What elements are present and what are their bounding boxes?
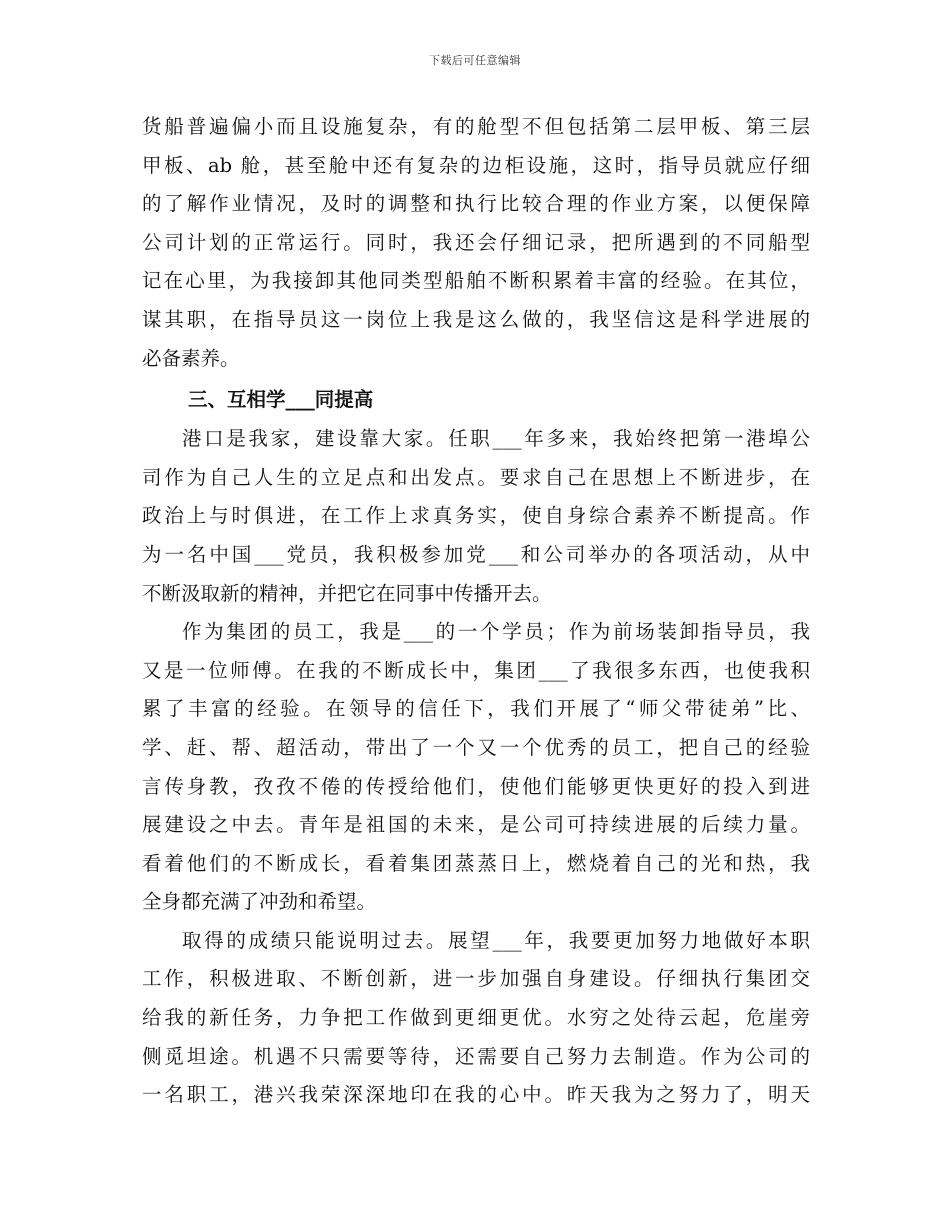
paragraph-4 <box>142 922 810 1115</box>
text-line: 又是一位师傅。在我的不断成长中，集团___了我很多东西，也使我积 <box>142 658 810 682</box>
text-line: 谋其职，在指导员这一岗位上我是这么做的，我坚信这是科学进展的 <box>142 307 810 331</box>
text-line: 侧觅坦途。机遇不只需要等待，还需要自己努力去制造。作为公司的 <box>142 1044 810 1068</box>
text-line: 作为集团的员工，我是___的一个学员；作为前场装卸指导员，我 <box>182 620 810 644</box>
text-line: 给我的新任务，力争把工作做到更细更优。水穷之处待云起，危崖旁 <box>142 1006 810 1030</box>
text-line: 不断汲取新的精神，并把它在同事中传播开去。 <box>142 581 552 605</box>
text-line: 工作，积极进取、不断创新，进一步加强自身建设。仔细执行集团交 <box>142 967 810 991</box>
text-line: 一名职工，港兴我荣深深地印在我的心中。昨天我为之努力了，明天 <box>142 1083 810 1107</box>
text-line: 看着他们的不断成长，看着集团蒸蒸日上，燃烧着自己的光和热，我 <box>142 851 810 875</box>
text-line: 货船普遍偏小而且设施复杂，有的舱型不但包括第二层甲板、第三层 <box>142 115 810 138</box>
section-heading: 三、互相学___同提高 <box>188 388 374 412</box>
paragraph-1 <box>142 108 810 378</box>
paragraph-3 <box>142 613 810 922</box>
text-line: 累了丰富的经验。在领导的信任下，我们开展了“师父带徒弟”比、 <box>142 697 810 721</box>
text-line: 甲板、ab 舱，甚至舱中还有复杂的边柜设施，这时，指导员就应仔细 <box>142 153 810 177</box>
paragraph-2 <box>142 420 810 613</box>
text-line: 展建设之中去。青年是祖国的未来，是公司可持续进展的后续力量。 <box>142 813 810 837</box>
text-line: 必备素养。 <box>142 346 240 370</box>
text-line: 记在心里，为我接卸其他同类型船舶不断积累着丰富的经验。在其位， <box>142 269 810 293</box>
text-line: 学、赶、帮、超活动，带出了一个又一个优秀的员工，把自己的经验 <box>142 735 810 759</box>
text-line: 司作为自己人生的立足点和出发点。要求自己在思想上不断进步，在 <box>142 465 810 489</box>
text-line: 政治上与时俱进，在工作上求真务实，使自身综合素养不断提高。作 <box>142 504 810 528</box>
text-line: 取得的成绩只能说明过去。展望___年，我要更加努力地做好本职 <box>182 928 810 952</box>
document-body <box>142 108 810 1115</box>
text-line: 港口是我家，建设靠大家。任职___年多来，我始终把第一港埠公 <box>182 427 810 451</box>
text-line: 为一名中国___党员，我积极参加党___和公司举办的各项活动，从中 <box>142 542 810 566</box>
text-line: 言传身教，孜孜不倦的传授给他们，使他们能够更快更好的投入到进 <box>142 774 810 798</box>
text-line: 的了解作业情况，及时的调整和执行比较合理的作业方案，以便保障 <box>142 192 810 216</box>
text-line: 公司计划的正常运行。同时，我还会仔细记录，把所遇到的不同船型 <box>142 230 810 254</box>
page-header: 下载后可任意编辑 <box>429 54 521 67</box>
text-line: 全身都充满了冲劲和希望。 <box>142 890 377 914</box>
